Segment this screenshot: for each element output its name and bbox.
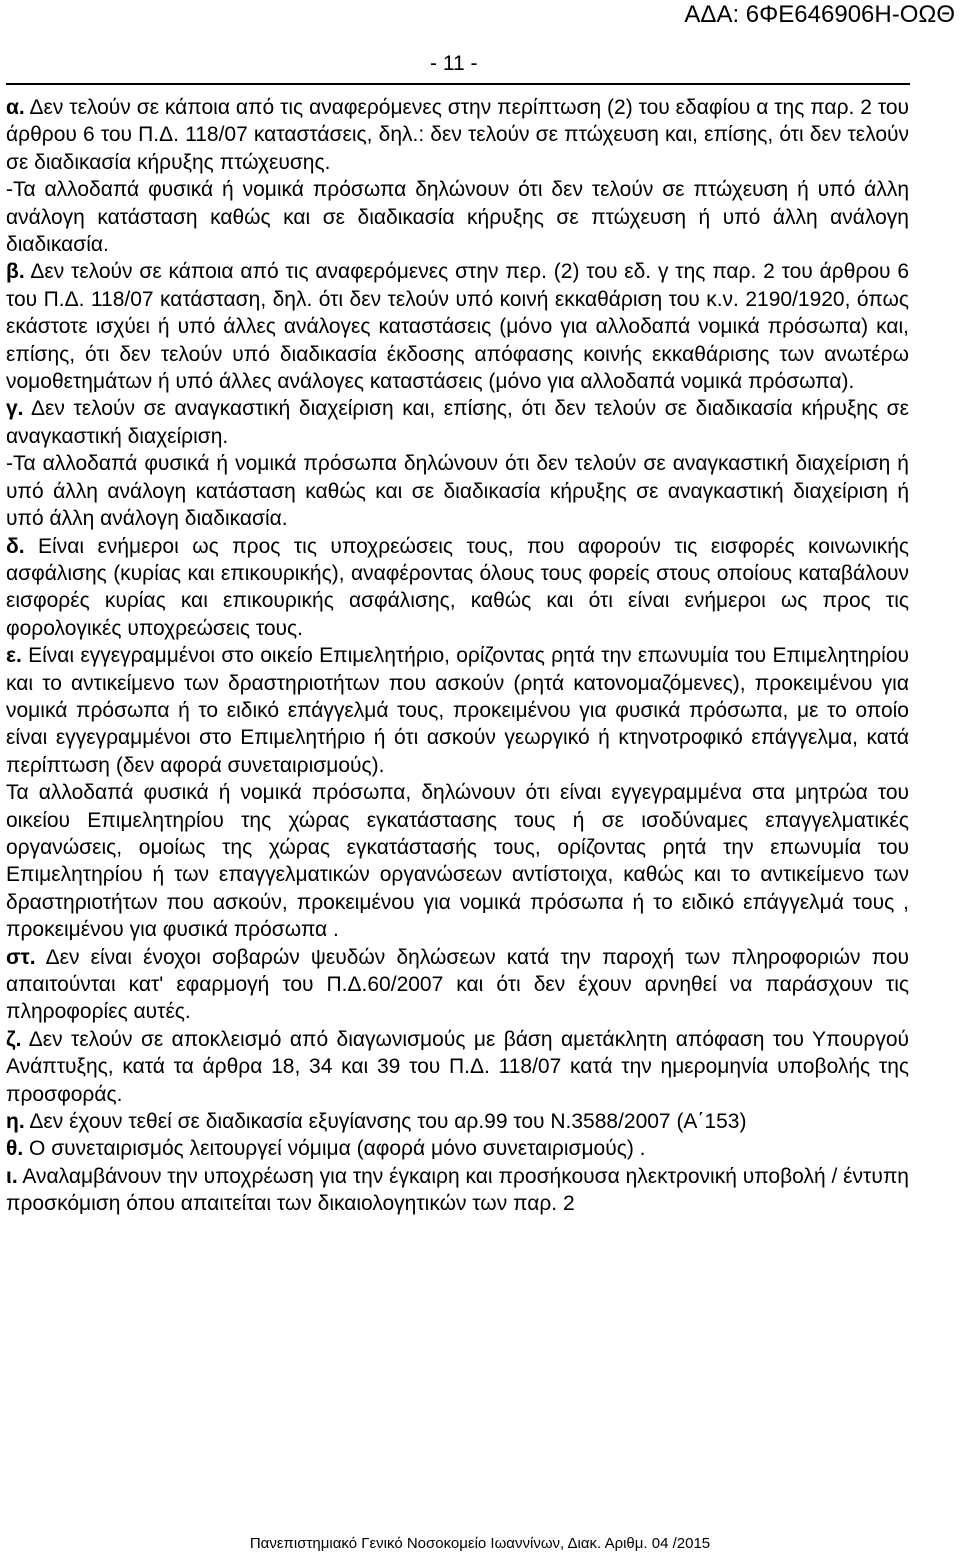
paragraph-e xyxy=(6,642,909,779)
paragraph-b xyxy=(6,258,909,395)
paragraph-text: Δεν τελούν σε αποκλεισμό από διαγωνισμούς με βάση αμετάκλητη απόφαση του Υπουργού Ανάπτυξης, κατά τα άρθρα 18, 34 και 39 του Π.Δ. 118/07 κατά την ημερομηνία υποβολής της προσφοράς. xyxy=(6,1027,909,1106)
paragraph-d xyxy=(6,533,909,643)
paragraph-text: Δεν τελούν σε κάποια από τις αναφερόμενες στην περίπτωση (2) του εδαφίου α της παρ. 2 του άρθρου 6 του Π.Δ. 118/07 καταστάσεις, δηλ.: δεν τελούν σε πτώχευση και, επίσης, ότι δεν τελούν σε διαδικασία κήρυξης πτώχευσης. xyxy=(6,96,909,174)
paragraph-text: -Τα αλλοδαπά φυσικά ή νομικά πρόσωπα δηλώνουν ότι δεν τελούν σε αναγκαστική διαχείριση ή υπό άλλη ανάλογη κατάσταση καθώς και σε διαδικασία κήρυξης σε αναγκαστική διαχείριση ή υπό άλλη ανάλογη διαδικασία. xyxy=(6,452,909,531)
paragraph-label: ι. xyxy=(6,1164,18,1188)
paragraph-label: β. xyxy=(6,260,25,284)
paragraph-label: α. xyxy=(6,96,25,119)
paragraph-text: Δεν τελούν σε αναγκαστική διαχείριση και, επίσης, ότι δεν τελούν σε διαδικασία κήρυξης σε αναγκαστική διαχείριση. xyxy=(6,397,909,448)
paragraph-label: θ. xyxy=(6,1137,24,1161)
paragraph-label: η. xyxy=(6,1110,25,1134)
paragraph-label: στ. xyxy=(6,945,36,969)
ada-code: ΑΔΑ: 6ΦΕ646906Η-ΟΩΘ xyxy=(684,1,955,28)
paragraph-label: ε. xyxy=(6,644,22,668)
page-number: - 11 - xyxy=(430,52,478,75)
paragraph-e-foreign xyxy=(6,779,909,943)
paragraph-i xyxy=(6,1163,909,1218)
paragraph-text: Ο συνεταιρισμός λειτουργεί νόμιμα (αφορά μόνο συνεταιρισμούς) . xyxy=(23,1137,646,1161)
paragraph-text: Είναι ενήμεροι ως προς τις υποχρεώσεις τους, που αφορούν τις εισφορές κοινωνικής ασφάλισης (κυρίας και επικουρικής), αναφέροντας όλους τους φορείς στους οποίους καταβάλουν εισφορές κυρίας και επικουρικής ασφάλισης, καθώς και ότι είναι ενήμεροι ως προς τις φορολογικές υποχρεώσεις τους. xyxy=(6,534,909,640)
paragraph-c-foreign xyxy=(6,450,909,532)
paragraph-text: Δεν έχουν τεθεί σε διαδικασία εξυγίανσης του αρ.99 του Ν.3588/2007 (Α΄153) xyxy=(24,1110,747,1134)
paragraph-h xyxy=(6,1108,909,1135)
paragraph-text: Δεν τελούν σε κάποια από τις αναφερόμενες στην περ. (2) του εδ. γ της παρ. 2 του άρθρου 6 του Π.Δ. 118/07 κατάσταση, δηλ. ότι δεν τελούν υπό κοινή εκκαθάριση του κ.ν. 2190/1920, όπως εκάστοτε ισχύει ή υπό άλλες ανάλογες καταστάσεις (μόνο για αλλοδαπά νομικά πρόσωπα) και, επίσης, ότι δεν τελούν υπό διαδικασία έκδοσης απόφασης κοινής εκκαθάρισης των ανωτέρω νομοθετημάτων ή υπό άλλες ανάλογες καταστάσεις (μόνο για αλλοδαπά νομικά πρόσωπα). xyxy=(6,260,909,394)
paragraph-text: Είναι εγγεγραμμένοι στο οικείο Επιμελητήριο, ορίζοντας ρητά την επωνυμία του Επιμελητηρίου και το αντικείμενο των δραστηριοτήτων που ασκούν (ρητά κατονομαζόμενες), προκειμένου για νομικά πρόσωπα ή το ειδικό επάγγελμά τους, προκειμένου για φυσικά πρόσωπα, με το οποίο είναι εγγεγραμμένοι στο Επιμελητήριο ή ότι ασκούν γεωργικό ή κτηνοτροφικό επάγγελμα, κατά περίπτωση (δεν αφορά συνεταιρισμούς). xyxy=(6,644,909,777)
paragraph-st xyxy=(6,944,909,1026)
paragraph-text: -Τα αλλοδαπά φυσικά ή νομικά πρόσωπα δηλώνουν ότι δεν τελούν σε πτώχευση ή υπό άλλη ανάλογη κατάσταση καθώς και σε διαδικασία κήρυξης σε πτώχευση ή υπό άλλη ανάλογη διαδικασία. xyxy=(6,178,909,257)
paragraph-z xyxy=(6,1026,909,1108)
paragraph-text: Δεν είναι ένοχοι σοβαρών ψευδών δηλώσεων κατά την παροχή των πληροφοριών που απαιτούνται κατ' εφαρμογή του Π.Δ.60/2007 και ότι δεν έχουν αρνηθεί να παράσχουν τις πληροφορίες αυτές. xyxy=(6,945,909,1024)
paragraph-label: δ. xyxy=(6,534,25,558)
paragraph-label: γ. xyxy=(6,397,24,421)
paragraph-label: ζ. xyxy=(6,1027,22,1051)
header-rule xyxy=(6,83,910,85)
document-body xyxy=(6,94,909,1218)
paragraph-a-foreign xyxy=(6,176,909,258)
paragraph-a xyxy=(6,94,909,176)
footer-text: Πανεπιστημιακό Γενικό Νοσοκομείο Ιωαννίνων, Διακ. Αριθμ. 04 /2015 xyxy=(249,1535,711,1552)
paragraph-th xyxy=(6,1135,909,1162)
paragraph-text: Τα αλλοδαπά φυσικά ή νομικά πρόσωπα, δηλώνουν ότι είναι εγγεγραμμένα στα μητρώα του οικείου Επιμελητηρίου της χώρας εγκατάστασης τους ή σε ισοδύναμες επαγγελματικές οργανώσεις, ομοίως της χώρας εγκατάστασής τους, ορίζοντας ρητά την επωνυμία του Επιμελητηρίου ή των επαγγελματικών οργανώσεων αντίστοιχα, καθώς και το αντικείμενο των δραστηριοτήτων που ασκούν, προκειμένου για νομικά πρόσωπα ή το ειδικό επάγγελμά τους , προκειμένου για φυσικά πρόσωπα . xyxy=(6,781,909,942)
paragraph-text: Αναλαμβάνουν την υποχρέωση για την έγκαιρη και προσήκουσα ηλεκτρονική υποβολή / έντυπη προσκόμιση όπου απαιτείται των δικαιολογητικών των παρ. 2 xyxy=(6,1164,909,1216)
paragraph-c xyxy=(6,395,909,450)
